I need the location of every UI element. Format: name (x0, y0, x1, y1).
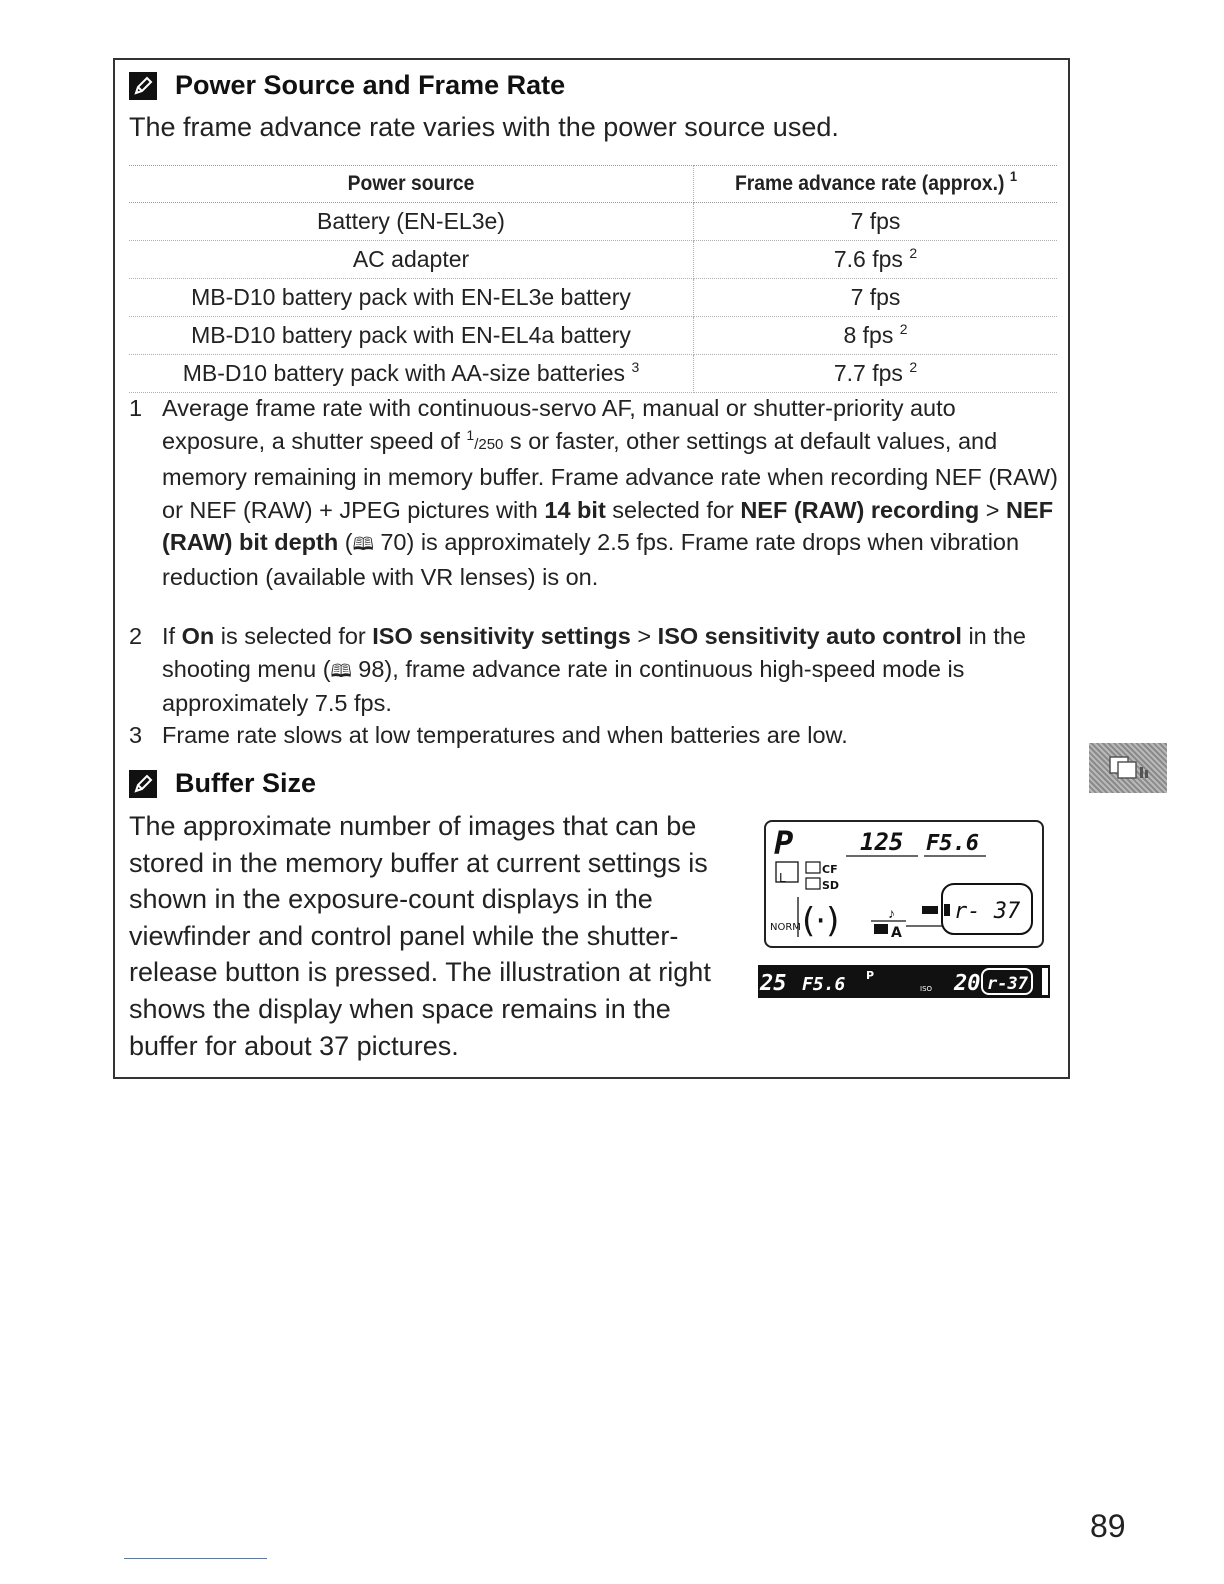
svg-text:(·): (·) (802, 901, 840, 941)
footnote-1 (129, 392, 1059, 593)
footnote-marker: 1 (1009, 168, 1017, 184)
lcd-aperture: F5.6 (926, 831, 979, 856)
footnote-number: 2 (129, 623, 143, 649)
buffer-size-body: The approximate number of images that can be stored in the memory buffer at current settings is shown in the exposure-count displays in the viewfinder and control panel while the shutter-release button is pressed. The illustration at right shows the display when space remains in the buffer for about 37 pictures. (129, 811, 711, 1061)
footnote-number: 1 (129, 395, 143, 421)
power-source-cell: MB-D10 battery pack with EN-EL3e battery (129, 279, 694, 317)
pencil-icon (132, 773, 154, 795)
book-icon: 🕮 (352, 534, 374, 554)
page-number: 89 (1090, 1508, 1126, 1544)
continuous-shooting-icon (1106, 751, 1150, 785)
footnote-marker: 2 (909, 245, 918, 261)
frame-rate-cell: 8 fps $^2$ (694, 317, 1058, 355)
power-source-cell: MB-D10 battery pack with EN-EL4a battery (129, 317, 694, 355)
vf-count: 20 (954, 971, 981, 996)
vf-mode: P (866, 969, 875, 982)
pencil-note-icon (129, 770, 157, 798)
table-row (129, 279, 1057, 317)
lcd-mode: P (774, 824, 794, 862)
footnote-text: Frame rate slows at low temperatures and when batteries are low. (162, 722, 848, 748)
frame-rate-cell: 7.7 fps $^2$ (694, 355, 1058, 393)
section-title: Power Source and Frame Rate (175, 70, 566, 100)
bottom-link-line (124, 1558, 267, 1559)
footnote-2 (129, 620, 1059, 720)
footnote-text: If On is selected for ISO sensitivity settings > ISO sensitivity auto control in the shooting menu (🕮 98), frame advance rate in continuous high-speed mode is approximately 7.5 fps. (162, 623, 1026, 716)
table-header-row (129, 166, 1057, 203)
control-panel-illustration (764, 820, 1044, 948)
pencil-note-icon (129, 72, 157, 100)
pencil-icon (132, 75, 154, 97)
svg-text:♪: ♪ (888, 905, 895, 921)
header-power-source: Power source (152, 166, 671, 203)
footnote-number: 3 (129, 722, 143, 748)
note-box (113, 58, 1070, 1079)
section-heading-power-source (129, 70, 565, 101)
lcd-wb: A (891, 925, 902, 941)
table-row (129, 317, 1057, 355)
frame-rate-table (129, 165, 1057, 393)
section-heading-buffer-size (129, 768, 316, 799)
lcd-quality: NORM (770, 922, 801, 933)
vf-aperture: F5.6 (802, 974, 846, 995)
power-source-cell: MB-D10 battery pack with AA-size batteries $^3$ (129, 355, 694, 393)
vf-buffer-count: r-37 (987, 974, 1028, 994)
control-panel-drawing (766, 822, 1041, 945)
section-intro: The frame advance rate varies with the power source used. (129, 112, 839, 142)
lcd-size: L (779, 871, 786, 885)
footnote-3 (129, 719, 1059, 752)
power-source-cell: AC adapter (129, 241, 694, 279)
footnote-marker: 2 (899, 321, 908, 337)
frame-rate-cell: 7 fps (694, 279, 1058, 317)
frame-rate-cell: 7 fps (694, 203, 1058, 241)
table-row (129, 241, 1057, 279)
lcd-shutter: 125 (860, 828, 904, 856)
vf-shutter: 25 (760, 971, 787, 996)
section-title: Buffer Size (175, 768, 317, 798)
lcd-card-sd: SD (822, 879, 840, 892)
power-source-cell: Battery (EN-EL3e) (129, 203, 694, 241)
viewfinder-drawing (758, 965, 1050, 998)
shooting-menu-tab (1089, 743, 1167, 793)
header-frame-rate: Frame advance rate (approx.) $^1$ (708, 166, 1042, 203)
footnote-text: Average frame rate with continuous-servo AF, manual or shutter-priority auto exposure, a shutter speed of $^1$/250 s or faster, other settings at default values, and memory remaining in memory buffer. Frame advance rate when recording NEF (RAW) or NEF (RAW) + JPEG pictures with 14 bit selected for NEF (RAW) recording > NEF (RAW) bit depth (🕮 70) is approximately 2.5 fps. Frame rate drops when vibration reduction (available with VR lenses) is on. (162, 395, 1058, 590)
frame-rate-cell: 7.6 fps $^2$ (694, 241, 1058, 279)
footnote-marker: 3 (631, 359, 640, 375)
lcd-card-cf: CF (822, 863, 838, 876)
table-row (129, 355, 1057, 393)
footnote-marker: 2 (909, 359, 918, 375)
lcd-buffer-count: r- 37 (954, 899, 1021, 924)
vf-iso: ISO (920, 985, 933, 993)
viewfinder-display-illustration (758, 965, 1050, 998)
table-row (129, 203, 1057, 241)
book-icon: 🕮 (330, 660, 352, 681)
